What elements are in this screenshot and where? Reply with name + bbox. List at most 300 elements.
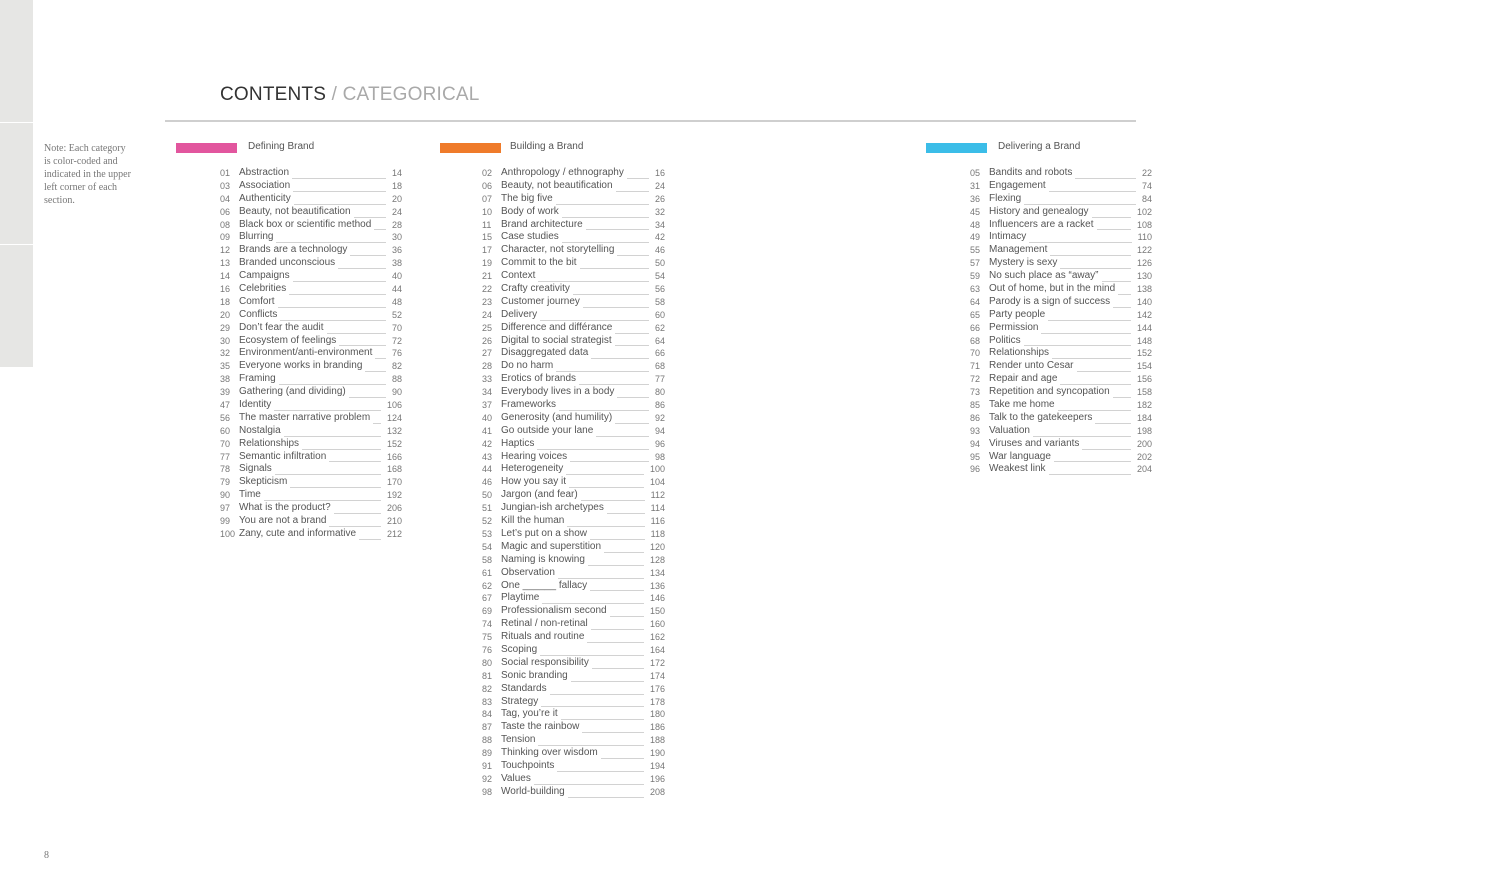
entry-page: 206	[386, 503, 402, 514]
entry-title: Management	[989, 244, 1048, 256]
entry-page: 200	[1136, 438, 1152, 449]
leader-line	[1092, 217, 1131, 218]
entry-title: Valuation	[989, 424, 1030, 436]
leader-line	[264, 500, 381, 501]
leader-line	[338, 268, 386, 269]
toc-entry[interactable]	[482, 322, 665, 335]
toc-entry[interactable]	[482, 567, 665, 580]
leader-line	[278, 307, 386, 308]
leader-line	[596, 436, 649, 437]
toc-entry[interactable]	[220, 438, 402, 451]
entry-page: 24	[654, 180, 665, 191]
entry-number: 16	[220, 284, 231, 295]
entry-page: 146	[649, 593, 665, 604]
leader-line	[1077, 371, 1131, 372]
entry-number: 07	[482, 193, 493, 204]
entry-number: 29	[220, 322, 231, 333]
entry-title: Brands are a technology	[239, 244, 348, 256]
toc-entry[interactable]	[482, 580, 665, 593]
toc-entry[interactable]	[220, 283, 402, 296]
entry-page: 72	[391, 335, 402, 346]
entry-page: 88	[391, 374, 402, 385]
entry-page: 80	[654, 387, 665, 398]
entry-title: Customer journey	[501, 295, 580, 307]
toc-entry[interactable]	[482, 502, 665, 515]
entry-number: 11	[482, 219, 492, 230]
toc-entry[interactable]	[970, 244, 1152, 257]
entry-title: Standards	[501, 682, 547, 694]
leader-line	[275, 474, 381, 475]
entry-number: 88	[482, 735, 493, 746]
entry-page: 186	[649, 722, 665, 733]
entry-number: 43	[482, 451, 493, 462]
leader-line	[617, 397, 649, 398]
leader-line	[579, 384, 649, 385]
toc-list-defining	[220, 167, 402, 541]
category-label-defining: Defining Brand	[248, 141, 315, 152]
toc-entry[interactable]	[970, 399, 1152, 412]
entry-page: 122	[1136, 245, 1152, 256]
toc-entry[interactable]	[482, 167, 665, 180]
entry-page: 172	[649, 657, 665, 668]
toc-entry[interactable]	[482, 438, 665, 451]
entry-title: Blurring	[239, 231, 274, 243]
toc-entry[interactable]	[220, 219, 402, 232]
entry-page: 60	[654, 309, 665, 320]
toc-entry[interactable]	[482, 760, 665, 773]
entry-title: Permission	[989, 321, 1039, 333]
toc-entry[interactable]	[482, 296, 665, 309]
toc-entry[interactable]	[482, 373, 665, 386]
toc-entry[interactable]	[482, 451, 665, 464]
entry-title: Relationships	[239, 437, 300, 449]
entry-number: 28	[482, 361, 493, 372]
entry-page: 98	[654, 451, 665, 462]
entry-title: Association	[239, 179, 291, 191]
toc-entry[interactable]	[220, 296, 402, 309]
toc-entry[interactable]	[482, 244, 665, 257]
toc-entry[interactable]	[482, 773, 665, 786]
toc-entry[interactable]	[220, 463, 402, 476]
toc-entry[interactable]	[220, 489, 402, 502]
entry-number: 03	[220, 180, 231, 191]
toc-entry[interactable]	[482, 541, 665, 554]
entry-number: 69	[482, 606, 493, 617]
toc-entry[interactable]	[220, 360, 402, 373]
entry-title: Retinal / non-retinal	[501, 618, 588, 630]
entry-title: Tag, you’re it	[501, 708, 558, 720]
leader-line	[583, 307, 649, 308]
entry-number: 12	[220, 245, 231, 256]
toc-entry[interactable]	[482, 386, 665, 399]
leader-line	[567, 526, 645, 527]
toc-entry[interactable]	[482, 631, 665, 644]
entry-page: 128	[649, 554, 665, 565]
entry-number: 18	[220, 296, 231, 307]
toc-entry[interactable]	[970, 309, 1152, 322]
leader-line	[375, 358, 386, 359]
entry-number: 35	[220, 361, 231, 372]
leader-line	[550, 694, 644, 695]
entry-title: Time	[239, 489, 261, 501]
entry-page: 174	[649, 670, 665, 681]
entry-number: 22	[482, 284, 493, 295]
toc-entry[interactable]	[220, 167, 402, 180]
toc-entry[interactable]	[220, 335, 402, 348]
toc-list-building	[482, 167, 665, 799]
entry-page: 26	[654, 193, 665, 204]
entry-title: Hearing voices	[501, 450, 568, 462]
entry-title: Magic and superstition	[501, 540, 602, 552]
entry-number: 20	[220, 309, 231, 320]
toc-entry[interactable]	[970, 206, 1152, 219]
entry-page: 120	[649, 541, 665, 552]
toc-entry[interactable]	[482, 463, 665, 476]
leader-line	[290, 487, 381, 488]
toc-entry[interactable]	[220, 399, 402, 412]
entry-number: 64	[970, 296, 981, 307]
entry-number: 72	[970, 374, 981, 385]
entry-number: 19	[482, 258, 493, 269]
toc-entry[interactable]	[970, 193, 1152, 206]
leader-line	[334, 513, 381, 514]
entry-title: Jargon (and fear)	[501, 489, 578, 501]
entry-page: 124	[386, 412, 402, 423]
toc-entry[interactable]	[220, 425, 402, 438]
toc-entry[interactable]	[482, 515, 665, 528]
toc-entry[interactable]	[970, 347, 1152, 360]
toc-entry[interactable]	[482, 206, 665, 219]
sidebar-note: Note: Each category is color-coded and indicated in the upper left corner of each section.	[44, 143, 131, 206]
toc-entry[interactable]	[482, 399, 665, 412]
entry-number: 80	[482, 657, 493, 668]
toc-entry[interactable]	[482, 644, 665, 657]
entry-page: 134	[649, 567, 665, 578]
entry-title: Taste the rainbow	[501, 721, 580, 733]
entry-number: 74	[482, 619, 493, 630]
leader-line	[617, 255, 649, 256]
entry-title: Ecosystem of feelings	[239, 334, 337, 346]
leader-line	[590, 539, 645, 540]
leader-line	[556, 204, 649, 205]
toc-entry[interactable]	[970, 451, 1152, 464]
entry-number: 57	[970, 258, 981, 269]
category-label-building: Building a Brand	[510, 141, 584, 152]
toc-entry[interactable]	[970, 463, 1152, 476]
leader-line	[1118, 294, 1131, 295]
toc-entry[interactable]	[482, 335, 665, 348]
toc-entry[interactable]	[220, 244, 402, 257]
entry-title: History and genealogy	[989, 205, 1089, 217]
toc-entry[interactable]	[482, 231, 665, 244]
leader-line	[562, 242, 649, 243]
toc-entry[interactable]	[220, 193, 402, 206]
toc-entry[interactable]	[482, 283, 665, 296]
entry-number: 87	[482, 722, 493, 733]
entry-title: Observation	[501, 566, 555, 578]
toc-entry[interactable]	[482, 180, 665, 193]
entry-page: 132	[386, 425, 402, 436]
toc-entry[interactable]	[482, 554, 665, 567]
leader-line	[1050, 255, 1131, 256]
entry-page: 194	[649, 760, 665, 771]
page-number: 8	[44, 850, 49, 861]
toc-entry[interactable]	[220, 309, 402, 322]
entry-number: 59	[970, 271, 981, 282]
toc-entry[interactable]	[482, 657, 665, 670]
entry-page: 66	[654, 348, 665, 359]
entry-number: 26	[482, 335, 493, 346]
entry-title: Intimacy	[989, 231, 1027, 243]
entry-title: Playtime	[501, 592, 540, 604]
entry-page: 38	[391, 258, 402, 269]
entry-number: 41	[482, 425, 493, 436]
toc-entry[interactable]	[482, 528, 665, 541]
entry-page: 62	[654, 322, 665, 333]
toc-entry[interactable]	[970, 270, 1152, 283]
entry-title: Brand architecture	[501, 218, 583, 230]
toc-entry[interactable]	[970, 412, 1152, 425]
toc-entry[interactable]	[970, 322, 1152, 335]
entry-title: You are not a brand	[239, 515, 327, 527]
entry-number: 65	[970, 309, 981, 320]
leader-line	[557, 771, 644, 772]
toc-entry[interactable]	[970, 283, 1152, 296]
page-title	[220, 84, 480, 106]
entry-page: 148	[1136, 335, 1152, 346]
toc-entry[interactable]	[970, 231, 1152, 244]
leader-line	[1058, 410, 1131, 411]
entry-title: Generosity (and humility)	[501, 411, 613, 423]
toc-entry[interactable]	[970, 386, 1152, 399]
entry-page: 202	[1136, 451, 1152, 462]
leader-line	[349, 397, 386, 398]
entry-number: 24	[482, 309, 493, 320]
entry-title: Nostalgia	[239, 424, 281, 436]
toc-entry[interactable]	[482, 747, 665, 760]
toc-entry[interactable]	[220, 270, 402, 283]
toc-entry[interactable]	[482, 734, 665, 747]
leader-line	[1024, 345, 1131, 346]
entry-number: 10	[482, 206, 493, 217]
entry-page: 70	[391, 322, 402, 333]
toc-entry[interactable]	[482, 412, 665, 425]
toc-entry[interactable]	[482, 309, 665, 322]
leader-line	[540, 655, 644, 656]
entry-number: 53	[482, 528, 493, 539]
toc-entry[interactable]	[482, 219, 665, 232]
toc-entry[interactable]	[482, 476, 665, 489]
entry-title: Crafty creativity	[501, 283, 570, 295]
toc-entry[interactable]	[482, 618, 665, 631]
leader-line	[293, 281, 386, 282]
toc-entry[interactable]	[970, 167, 1152, 180]
leader-line	[537, 449, 649, 450]
toc-entry[interactable]	[482, 489, 665, 502]
entry-title: Comfort	[239, 295, 275, 307]
entry-title: Do no harm	[501, 360, 554, 372]
entry-title: Character, not storytelling	[501, 244, 615, 256]
entry-page: 46	[654, 245, 665, 256]
toc-entry[interactable]	[970, 257, 1152, 270]
toc-entry[interactable]	[220, 257, 402, 270]
toc-entry[interactable]	[482, 360, 665, 373]
toc-entry[interactable]	[482, 193, 665, 206]
toc-entry[interactable]	[482, 347, 665, 360]
toc-entry[interactable]	[482, 708, 665, 721]
entry-page: 154	[1136, 361, 1152, 372]
toc-entry[interactable]	[482, 696, 665, 709]
entry-page: 108	[1136, 219, 1152, 230]
toc-entry[interactable]	[220, 528, 402, 541]
leader-line	[1048, 320, 1131, 321]
entry-title: Beauty, not beautification	[501, 179, 613, 191]
toc-entry[interactable]	[482, 670, 665, 683]
entry-title: Engagement	[989, 179, 1046, 191]
entry-number: 23	[482, 296, 493, 307]
toc-entry[interactable]	[970, 296, 1152, 309]
toc-entry[interactable]	[482, 425, 665, 438]
toc-entry[interactable]	[220, 322, 402, 335]
entry-number: 99	[220, 516, 231, 527]
entry-page: 100	[649, 464, 665, 475]
toc-entry[interactable]	[220, 386, 402, 399]
toc-entry[interactable]	[220, 180, 402, 193]
toc-entry[interactable]	[482, 605, 665, 618]
entry-number: 63	[970, 284, 981, 295]
entry-page: 34	[654, 219, 665, 230]
entry-title: Thinking over wisdom	[501, 747, 598, 759]
leader-line	[558, 578, 644, 579]
entry-number: 67	[482, 593, 493, 604]
leader-line	[616, 191, 649, 192]
leader-line	[373, 423, 381, 424]
toc-entry[interactable]	[482, 683, 665, 696]
toc-entry[interactable]	[220, 347, 402, 360]
entry-page: 94	[654, 425, 665, 436]
toc-entry[interactable]	[220, 373, 402, 386]
entry-page: 48	[391, 296, 402, 307]
entry-title: Strategy	[501, 695, 539, 707]
entry-number: 27	[482, 348, 493, 359]
entry-page: 77	[654, 374, 665, 385]
leader-line	[580, 268, 649, 269]
entry-title: War language	[989, 450, 1051, 462]
entry-number: 01	[220, 168, 231, 178]
entry-number: 58	[482, 554, 493, 565]
entry-title: Don’t fear the audit	[239, 321, 324, 333]
entry-page: 166	[386, 451, 402, 462]
leader-line	[1097, 229, 1131, 230]
entry-number: 96	[970, 464, 981, 475]
entry-number: 61	[482, 567, 493, 578]
leader-line	[588, 565, 644, 566]
entry-number: 95	[970, 451, 981, 462]
entry-page: 198	[1136, 425, 1152, 436]
toc-entry[interactable]	[220, 476, 402, 489]
toc-entry[interactable]	[482, 592, 665, 605]
entry-title: Render unto Cesar	[989, 360, 1074, 372]
entry-page: 160	[649, 619, 665, 630]
leader-line	[374, 229, 386, 230]
entry-number: 31	[970, 180, 981, 191]
entry-number: 55	[970, 245, 981, 256]
toc-entry[interactable]	[220, 451, 402, 464]
entry-number: 83	[482, 696, 493, 707]
entry-page: 30	[391, 232, 402, 243]
toc-entry[interactable]	[482, 257, 665, 270]
leader-line	[601, 758, 644, 759]
entry-number: 82	[482, 683, 493, 694]
entry-title: Weakest link	[989, 463, 1046, 475]
toc-entry[interactable]	[220, 206, 402, 219]
toc-entry[interactable]	[482, 270, 665, 283]
title-sub: CATEGORICAL	[342, 84, 480, 105]
toc-entry[interactable]	[220, 502, 402, 515]
toc-entry[interactable]	[970, 425, 1152, 438]
leader-line	[289, 294, 386, 295]
entry-title: Values	[501, 772, 531, 784]
toc-entry[interactable]	[970, 180, 1152, 193]
leader-line	[538, 745, 644, 746]
entry-page: 142	[1136, 309, 1152, 320]
toc-entry[interactable]	[220, 231, 402, 244]
leader-line	[1054, 461, 1131, 462]
toc-entry[interactable]	[220, 515, 402, 528]
leader-line	[581, 500, 645, 501]
toc-entry[interactable]	[220, 412, 402, 425]
entry-page: 182	[1136, 400, 1152, 411]
entry-number: 25	[482, 322, 493, 333]
entry-number: 46	[482, 477, 493, 488]
leader-line	[615, 423, 649, 424]
toc-entry[interactable]	[482, 786, 665, 799]
toc-entry[interactable]	[970, 219, 1152, 232]
leader-line	[570, 461, 649, 462]
entry-page: 16	[654, 168, 665, 178]
toc-entry[interactable]	[970, 438, 1152, 451]
entry-number: 100	[220, 528, 236, 539]
leader-line	[559, 410, 649, 411]
entry-title: Rituals and routine	[501, 631, 585, 643]
leader-line	[534, 784, 644, 785]
leader-line	[276, 242, 386, 243]
entry-number: 51	[482, 503, 493, 514]
entry-title: Framing	[239, 373, 276, 385]
entry-title: Sonic branding	[501, 669, 568, 681]
entry-title: One ______ fallacy	[501, 579, 588, 591]
toc-entry[interactable]	[970, 360, 1152, 373]
entry-page: 130	[1136, 271, 1152, 282]
toc-entry[interactable]	[970, 373, 1152, 386]
toc-entry[interactable]	[970, 335, 1152, 348]
leader-line	[615, 345, 649, 346]
entry-title: Touchpoints	[501, 759, 555, 771]
title-separator: /	[331, 84, 338, 105]
entry-page: 208	[649, 786, 665, 797]
entry-page: 184	[1136, 412, 1152, 423]
toc-entry[interactable]	[482, 721, 665, 734]
entry-page: 188	[649, 735, 665, 746]
entry-number: 52	[482, 516, 493, 527]
leader-line	[327, 333, 386, 334]
entry-title: Black box or scientific method	[239, 218, 372, 230]
entry-title: Celebrities	[239, 283, 287, 295]
toc-list-delivering	[970, 167, 1152, 476]
entry-page: 96	[654, 438, 665, 449]
entry-title: Disaggregated data	[501, 347, 589, 359]
leader-line	[542, 603, 644, 604]
